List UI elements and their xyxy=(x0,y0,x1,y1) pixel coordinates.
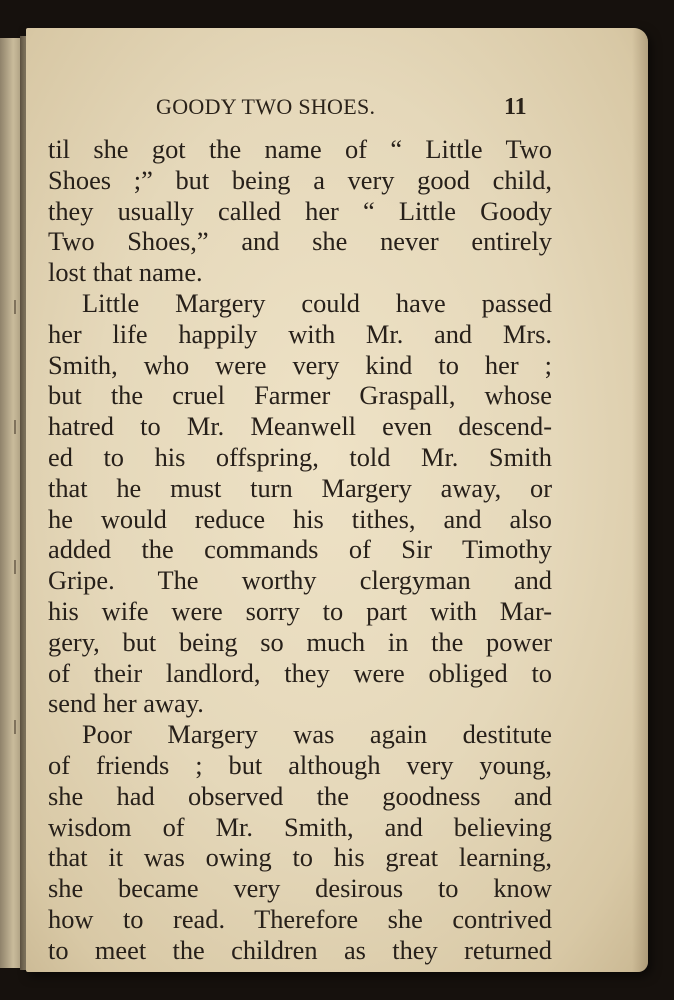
book-page xyxy=(26,28,648,972)
text-line: she had observed the goodness and xyxy=(48,780,552,811)
text-line: Little Margery could have passed xyxy=(82,287,552,318)
text-line: Smith, who were very kind to her ; xyxy=(48,349,552,380)
text-line: of friends ; but although very young, xyxy=(48,749,552,780)
text-line: that it was owing to his great learning, xyxy=(48,842,552,873)
text-line: how to read. Therefore she contrived xyxy=(48,903,552,934)
text-line: but the cruel Farmer Graspall, whose xyxy=(48,380,552,411)
binding-stitch xyxy=(14,420,16,434)
text-line: they usually called her “ Little Goody xyxy=(48,195,552,226)
text-line: he would reduce his tithes, and also xyxy=(48,503,552,534)
text-line: Poor Margery was again destitute xyxy=(82,719,552,750)
text-line: gery, but being so much in the power xyxy=(48,626,552,657)
text-line: send her away. xyxy=(48,688,204,719)
binding-stitch xyxy=(14,720,16,734)
text-line: to meet the children as they returned xyxy=(48,934,552,965)
page-edge-shadow xyxy=(632,28,648,972)
text-line: that he must turn Margery away, or xyxy=(48,472,552,503)
binding-stitch xyxy=(14,560,16,574)
text-line: ed to his offspring, told Mr. Smith xyxy=(48,441,552,472)
text-line: added the commands of Sir Timothy xyxy=(48,534,552,565)
text-line: lost that name. xyxy=(48,257,203,288)
text-line: she became very desirous to know xyxy=(48,873,552,904)
text-line: Two Shoes,” and she never entirely xyxy=(48,226,552,257)
text-line: his wife were sorry to part with Mar- xyxy=(48,595,552,626)
text-line: Gripe. The worthy clergyman and xyxy=(48,565,552,596)
text-line: of their landlord, they were obliged to xyxy=(48,657,552,688)
body-text xyxy=(48,134,552,966)
text-line: hatred to Mr. Meanwell even descend- xyxy=(48,411,552,442)
page-number: 11 xyxy=(504,94,527,120)
text-line: Shoes ;” but being a very good child, xyxy=(48,164,552,195)
text-line: til she got the name of “ Little Two xyxy=(48,134,552,164)
binding-stitch xyxy=(14,300,16,314)
text-line: her life happily with Mr. and Mrs. xyxy=(48,318,552,349)
running-head: GOODY TWO SHOES. xyxy=(156,94,376,119)
text-line: wisdom of Mr. Smith, and believing xyxy=(48,811,552,842)
